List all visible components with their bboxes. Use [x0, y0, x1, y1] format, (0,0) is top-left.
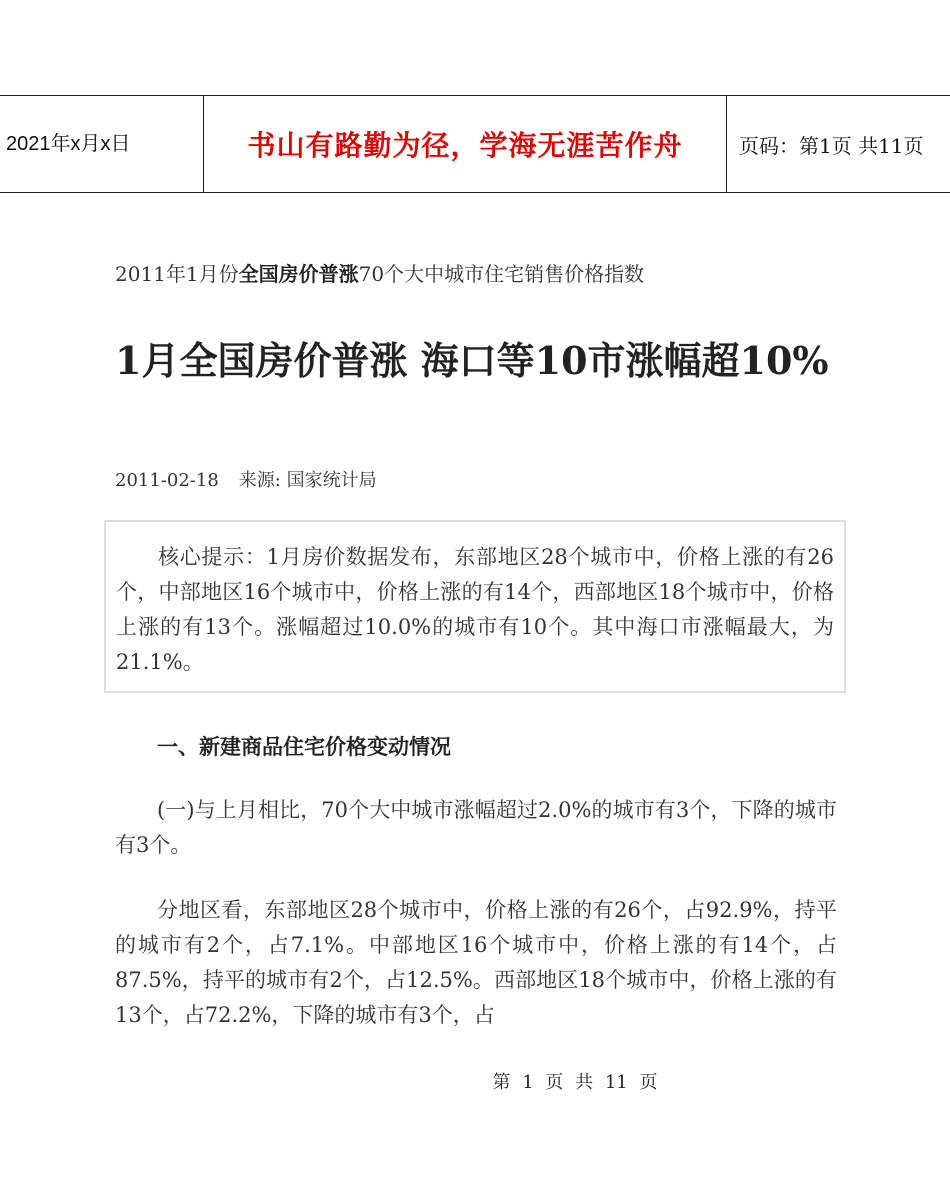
article-meta: [115, 466, 837, 492]
header-date: 2021年x月x日: [0, 96, 204, 192]
header-motto: 书山有路勤为径，学海无涯苦作舟: [204, 96, 727, 192]
section-heading: 一、新建商品住宅价格变动情况: [157, 734, 451, 759]
subtitle-prefix: 2011年1月份: [115, 262, 239, 286]
paragraph-1: (一)与上月相比，70个大中城市涨幅超过2.0%的城市有3个，下降的城市有3个。: [115, 798, 837, 857]
summary-text: 核心提示：1月房价数据发布，东部地区28个城市中，价格上涨的有26个，中部地区16个城市中，价格上涨的有14个，西部地区18个城市中，价格上涨的有13个。涨幅超过10.0%的城市有10个。其中海口市涨幅最大，为21.1%。: [116, 545, 834, 674]
subtitle-suffix: 70个大中城市住宅销售价格指数: [358, 262, 645, 286]
article-title: 1月全国房价普涨 海口等10市涨幅超10%: [115, 338, 829, 383]
header-page-info: 页码：第1页 共11页: [739, 133, 924, 158]
article-date: 2011-02-18: [115, 470, 219, 491]
summary-box: [104, 520, 846, 693]
page-footer: 第 1 页 共 11 页: [492, 1072, 658, 1093]
paragraph-2: 分地区看，东部地区28个城市中，价格上涨的有26个，占92.9%，持平的城市有2个，占7.1%。中部地区16个城市中，价格上涨的有14个，占87.5%，持平的城市有2个，占12.5%。西部地区18个城市中，价格上涨的有13个，占72.2%，下降的城市有3个，占: [115, 898, 837, 1027]
subtitle-bold: 全国房价普涨: [238, 262, 359, 286]
page-header: [0, 95, 950, 193]
article-subtitle: [115, 258, 837, 287]
article-source: 来源: 国家统计局: [238, 470, 377, 491]
